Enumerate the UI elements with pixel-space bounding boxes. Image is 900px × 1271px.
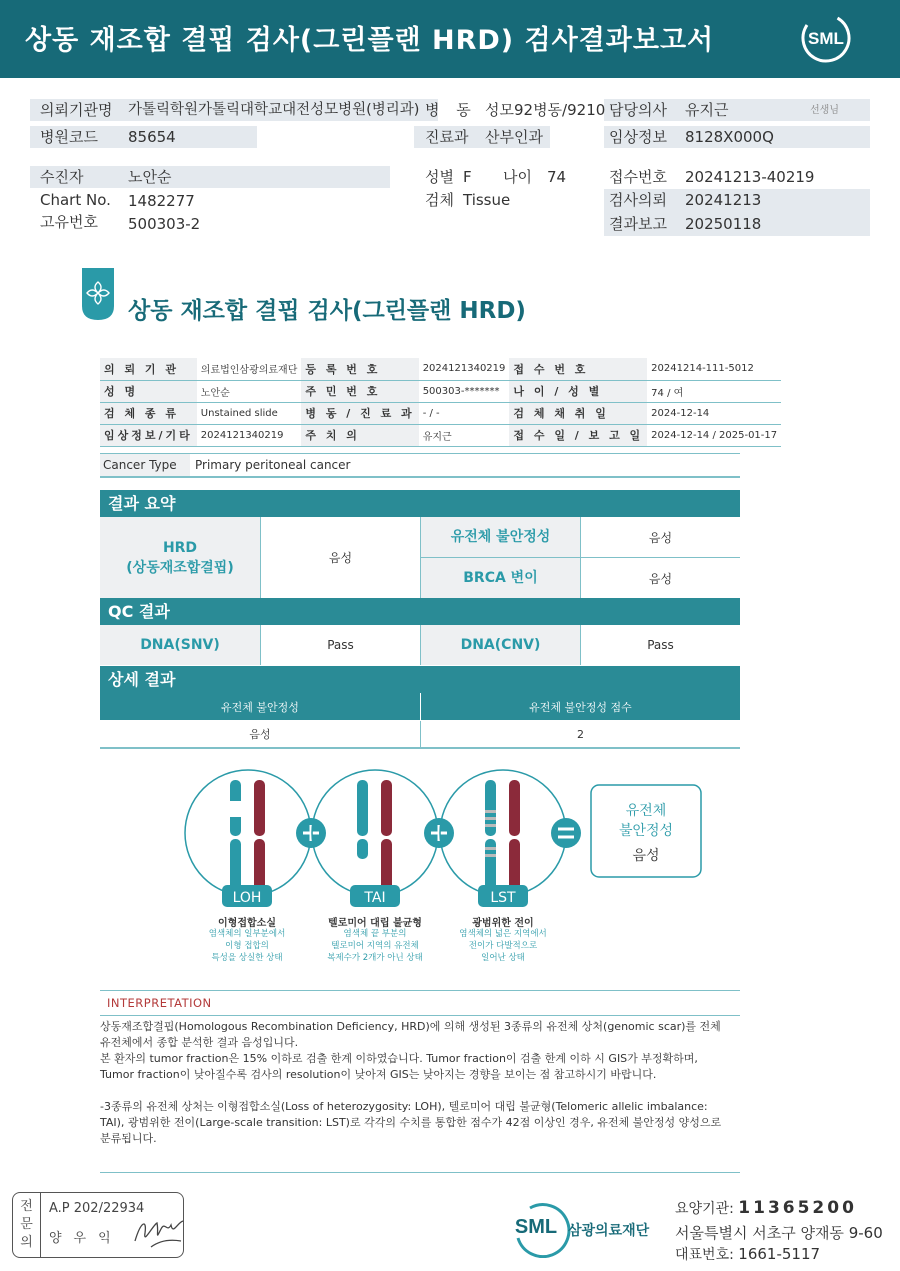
cancer-type-label: Cancer Type	[100, 454, 190, 476]
qc-band: QC 결과	[100, 598, 740, 625]
phone-label: 대표번호:	[675, 1247, 734, 1263]
info-label: 주 치 의	[301, 424, 418, 446]
tai-desc: 염색체 끝 부분의 텔로미어 지역의 유전체 복제수가 2개가 아닌 상태	[327, 929, 423, 963]
cnv-value: Pass	[647, 638, 674, 652]
interp-line: 상동재조합결핍(Homologous Recombination Deficiency, HRD)에 의해 생성된 3종류의 유전체 상처(genomic scar)를 전체	[100, 1020, 721, 1033]
info-value: 2024121340219	[197, 424, 302, 446]
doctor-value: 유지근	[685, 101, 729, 119]
dept-label: 진료과	[425, 128, 469, 146]
info-row	[100, 402, 781, 424]
brca-value: 음성	[648, 571, 673, 586]
plus-icon	[296, 818, 326, 848]
summary-band: 결과 요약	[100, 490, 740, 517]
unique-value: 500303-2	[128, 215, 201, 233]
info-label: 검 체 종 류	[100, 402, 197, 424]
hospital-code-label: 병원코드	[40, 128, 98, 146]
request-value: 20241213	[685, 191, 762, 209]
svg-text:LOH: LOH	[232, 890, 262, 906]
phone-value: 1661-5117	[738, 1245, 821, 1263]
specimen-value: Tissue	[463, 191, 511, 209]
institution-label: 의뢰기관명	[40, 101, 113, 119]
gi-value: 음성	[648, 530, 673, 545]
info-label: 접 수 일 / 보 고 일	[509, 424, 647, 446]
interpretation-text	[100, 1019, 740, 1147]
brca-label: BRCA 변이	[421, 558, 580, 598]
info-value: - / -	[419, 402, 510, 424]
section-bookmark-icon	[82, 268, 114, 320]
cancer-type-row	[100, 453, 740, 478]
snv-label: DNA(SNV)	[100, 625, 260, 665]
sex-value: F	[463, 168, 472, 186]
info-label: 검 체 채 취 일	[509, 402, 647, 424]
institution-value: 가톨릭학원가톨릭대학교대전성모병원(병리과)	[128, 102, 420, 118]
examinee-label: 수진자	[40, 168, 84, 186]
info-value: 74 / 여	[647, 380, 781, 402]
ward-label: 병 동	[425, 101, 477, 119]
info-value: 2024121340219	[419, 358, 510, 380]
interp-line: -3종류의 유전체 상처는 이형접합소실(Loss of heterozygosity: LOH), 텔로미어 대립 불균형(Telomeric allelic imbalance:	[100, 1100, 708, 1113]
age-value: 74	[547, 168, 567, 186]
lst-desc: 염색체의 넓은 지역에서 전이가 다발적으로 일어난 상태	[459, 929, 547, 963]
tai-chromosome-icon	[312, 770, 438, 907]
info-label: 의 뢰 기 관	[100, 358, 197, 380]
clinical-label: 임상정보	[609, 128, 667, 146]
loh-desc: 염색체의 일부분에서 이형 접합의 특성을 상실한 상태	[208, 929, 286, 963]
dept-value: 산부인과	[485, 128, 543, 146]
info-row	[100, 424, 781, 446]
info-label: 성 명	[100, 380, 197, 402]
gi-result-box	[591, 785, 701, 877]
specimen-label: 검체	[425, 191, 454, 209]
loh-title: 이형접합소실	[218, 918, 276, 929]
hospital-code-value: 85654	[128, 128, 176, 146]
clinical-value: 8128X000Q	[685, 128, 774, 146]
doctor-label: 담당의사	[609, 101, 667, 119]
details-col2-header: 유전체 불안정성 점수	[421, 693, 740, 720]
address: 서울특별시 서초구 양재동 9-60	[675, 1224, 883, 1242]
info-value: Unstained slide	[197, 402, 302, 424]
receipt-value: 20241213-40219	[685, 168, 815, 186]
info-label: 접 수 번 호	[509, 358, 647, 380]
details-val1: 음성	[249, 728, 271, 741]
details-band: 상세 결과	[100, 666, 740, 693]
specialist-license: A.P 202/22934	[49, 1201, 145, 1216]
chart-label: Chart No.	[40, 191, 111, 209]
info-label: 임상정보/기타	[100, 424, 197, 446]
interp-line: 본 환자의 tumor fraction은 15% 이하로 검출 한계 이하였습니다. Tumor fraction이 검출 한계 이하 시 GIS가 부정확하며,	[100, 1052, 698, 1065]
cnv-label: DNA(CNV)	[421, 625, 580, 665]
doctor-suffix: 선생님	[810, 105, 839, 116]
age-label: 나이	[503, 168, 532, 186]
info-value: 500303-*******	[419, 380, 510, 402]
info-value: 의료법인삼광의료재단	[197, 358, 302, 380]
examinee-value: 노안순	[128, 168, 172, 186]
svg-text:음성: 음성	[632, 848, 660, 864]
info-label: 나 이 / 성 별	[509, 380, 647, 402]
svg-text:SML: SML	[514, 1216, 558, 1238]
details-col1-header: 유전체 불안정성	[100, 693, 420, 720]
cancer-type-value: Primary peritoneal cancer	[195, 458, 351, 472]
code-line	[675, 1198, 857, 1218]
info-row	[100, 380, 781, 402]
request-label: 검사의뢰	[609, 191, 667, 209]
report-info-table	[100, 358, 781, 447]
unique-label: 고유번호	[40, 213, 98, 231]
specialist-signature-box	[12, 1192, 184, 1258]
code-value: 11365200	[738, 1198, 857, 1218]
interp-line: TAI), 광범위한 전이(Large-scale transition: LST)로 각각의 수치를 통합한 점수가 42점 이상인 경우, 유전체 불안정성 양성으로	[100, 1116, 722, 1129]
hrd-label: HRD (상동재조합결핍)	[100, 517, 260, 598]
snv-value: Pass	[327, 638, 354, 652]
report-date-label: 결과보고	[609, 215, 667, 233]
section-title: 상동 재조합 결핍 검사(그린플랜 HRD)	[128, 298, 526, 324]
svg-text:유전체: 유전체	[625, 803, 667, 819]
header-bar	[0, 0, 900, 78]
svg-text:SML: SML	[808, 29, 844, 48]
interp-line: 분류됩니다.	[100, 1132, 157, 1145]
chart-value: 1482277	[128, 192, 195, 210]
interp-line: 유전체에서 종합 분석한 결과 음성입니다.	[100, 1036, 299, 1049]
tai-title: 텔로미어 대립 불균형	[328, 918, 422, 929]
info-row	[100, 358, 781, 380]
info-label: 병 동 / 진 료 과	[301, 402, 418, 424]
receipt-label: 접수번호	[609, 168, 667, 186]
svg-text:TAI: TAI	[364, 890, 386, 906]
sex-label: 성별	[425, 168, 454, 186]
info-value: 20241214-111-5012	[647, 358, 781, 380]
info-value: 유지근	[419, 424, 510, 446]
org-name: 삼광의료재단	[568, 1223, 650, 1239]
details-val2: 2	[577, 727, 584, 741]
report-date-value: 20250118	[685, 215, 762, 233]
signature-icon	[131, 1211, 187, 1251]
svg-text:LST: LST	[490, 890, 516, 906]
info-label: 등 록 번 호	[301, 358, 418, 380]
interp-line: Tumor fraction이 낮아질수록 검사의 resolution이 낮아져 GIS는 낮아지는 경향을 보이는 점 참고하시기 바랍니다.	[100, 1068, 657, 1081]
info-label: 주 민 번 호	[301, 380, 418, 402]
info-value: 2024-12-14	[647, 402, 781, 424]
specialist-name: 양우익	[49, 1231, 123, 1246]
loh-chromosome-icon	[185, 770, 311, 907]
interpretation-title: INTERPRETATION	[107, 996, 212, 1010]
lst-chromosome-icon	[440, 770, 566, 907]
equals-icon	[551, 818, 581, 848]
hrd-value: 음성	[328, 551, 353, 565]
plus-icon	[424, 818, 454, 848]
lst-title: 광범위한 전이	[472, 918, 534, 929]
report-title: 상동 재조합 결핍 검사(그린플랜 HRD) 검사결과보고서	[25, 25, 715, 56]
code-label: 요양기관:	[675, 1201, 734, 1217]
svg-text:불안정성: 불안정성	[618, 823, 674, 839]
info-value: 노안순	[197, 380, 302, 402]
sml-logo-icon	[800, 12, 852, 64]
gi-label: 유전체 불안정성	[421, 517, 580, 557]
info-value: 2024-12-14 / 2025-01-17	[647, 424, 781, 446]
phone-line	[675, 1244, 820, 1264]
ward-value: 성모92병동/9210	[485, 101, 606, 119]
specialist-label: 전 문 의	[13, 1193, 41, 1257]
